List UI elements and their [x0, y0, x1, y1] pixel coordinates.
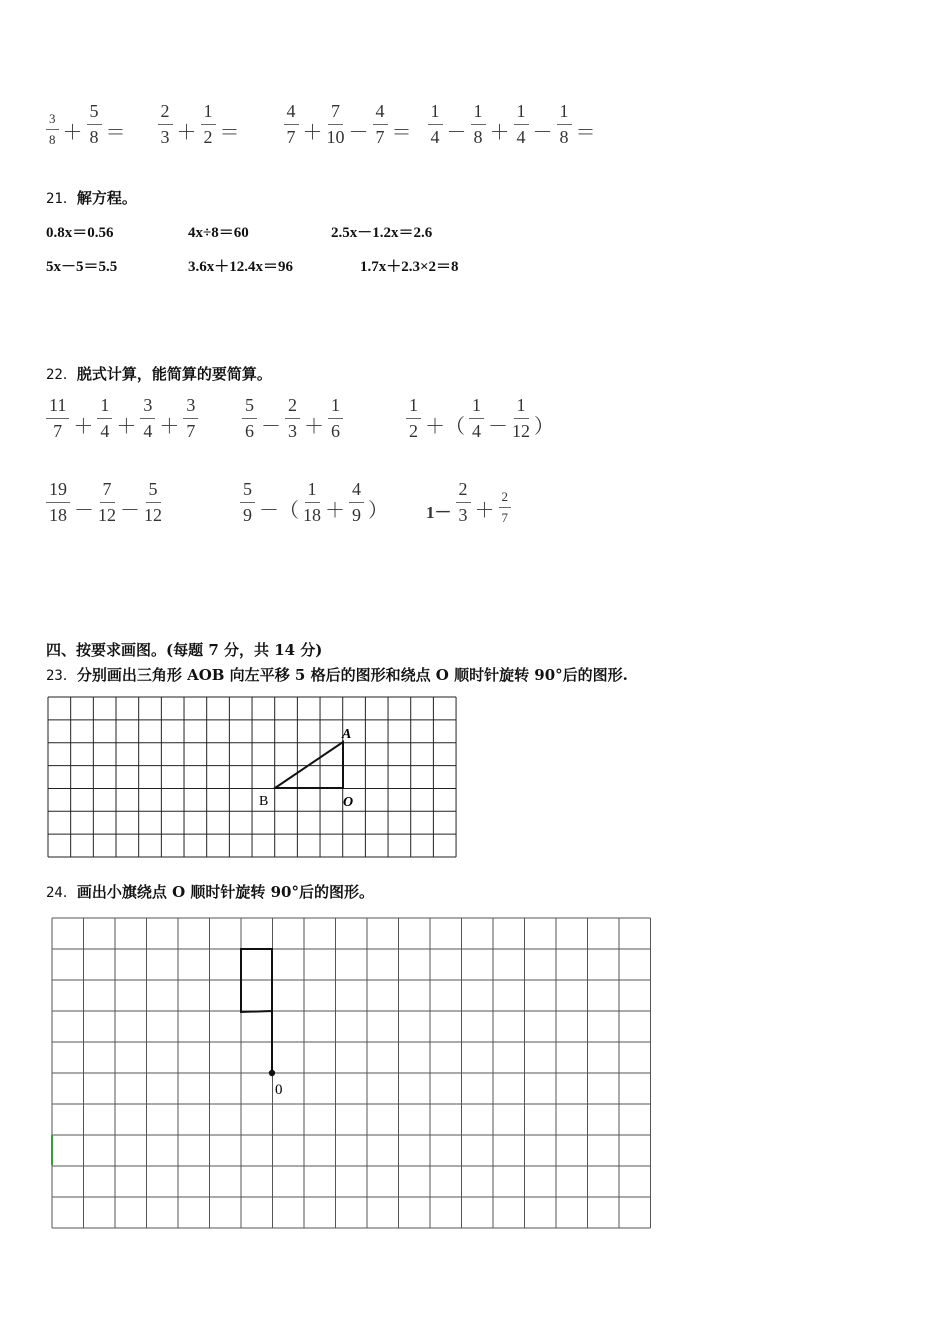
q23-grid [48, 697, 456, 857]
operator: － [261, 416, 281, 438]
operator: ＋ [73, 416, 94, 438]
operator: ＝ [391, 122, 412, 144]
equation: 3.6x＋12.4x＝96 [188, 259, 294, 275]
numerator: 1 [471, 102, 486, 125]
numerator: 5 [146, 480, 161, 503]
denominator: 9 [352, 505, 361, 525]
numerator: 1 [97, 396, 112, 419]
denominator: 3 [458, 505, 468, 525]
numerator: 7 [328, 102, 343, 125]
numerator: 2 [499, 490, 512, 508]
q23-number: 23． [46, 668, 77, 684]
denominator: 12 [98, 505, 116, 525]
operator: ＋ [116, 416, 137, 438]
denominator: 6 [245, 421, 254, 441]
numerator: 2 [456, 480, 471, 503]
q22-number: 22． [46, 367, 77, 383]
denominator: 3 [288, 421, 297, 441]
denominator: 18 [303, 505, 321, 525]
numerator: 1 [514, 396, 529, 419]
flag-shape [241, 949, 272, 1073]
denominator: 4 [143, 421, 153, 441]
denominator: 4 [516, 127, 526, 147]
operator: ＋ [489, 122, 510, 144]
numerator: 1 [557, 102, 572, 125]
denominator: 18 [49, 505, 67, 525]
numerator: 4 [284, 102, 299, 125]
denominator: 10 [326, 127, 345, 147]
operator: － [446, 122, 467, 144]
numerator: 19 [46, 480, 70, 503]
operator: ＋ [62, 122, 83, 144]
operator: ＋ [176, 122, 197, 144]
q24-number: 24． [46, 885, 77, 901]
denominator: 7 [53, 421, 63, 441]
operator: ＋ [474, 500, 495, 522]
operator: － [74, 500, 94, 522]
denominator: 7 [286, 127, 296, 147]
numerator: 4 [373, 102, 388, 125]
numerator: 1 [406, 396, 421, 419]
numerator: 2 [158, 102, 173, 125]
denominator: 7 [186, 421, 196, 441]
q21-title: 解方程。 [76, 189, 137, 207]
q24-grid [52, 918, 651, 1228]
numerator: 11 [46, 396, 69, 419]
numerator: 7 [100, 480, 115, 503]
label-a: A [342, 727, 352, 742]
q24-heading [46, 881, 374, 902]
numerator: 1 [514, 102, 529, 125]
denominator: 8 [473, 127, 483, 147]
numerator: 1 [305, 480, 320, 503]
numerator: 3 [46, 112, 59, 130]
denominator: 6 [331, 421, 340, 441]
denominator: 2 [409, 421, 418, 441]
numerator: 1 [328, 396, 343, 419]
denominator: 8 [559, 127, 569, 147]
label-b: B [259, 794, 269, 809]
numerator: 3 [140, 396, 155, 419]
operator: ＝ [105, 122, 126, 144]
denominator: 9 [243, 505, 252, 525]
triangle-aob [275, 742, 343, 788]
equation: 4x÷8＝60 [188, 225, 249, 241]
denominator: 3 [160, 127, 170, 147]
numerator: 5 [240, 480, 255, 503]
denominator: 8 [89, 127, 99, 147]
operator: ＝ [575, 122, 596, 144]
equation: 1.7x＋2.3×2＝8 [360, 259, 459, 275]
numerator: 1 [469, 396, 484, 419]
equation: 5x－5＝5.5 [46, 259, 118, 275]
numerator: 1 [428, 102, 443, 125]
numerator: 5 [87, 102, 102, 125]
numerator: 3 [183, 396, 198, 419]
numerator: 2 [285, 396, 300, 419]
q24-title: 画出小旗绕点 O 顺时针旋转 90°后的图形。 [76, 883, 374, 901]
operator: ＋ [304, 416, 324, 438]
denominator: 4 [430, 127, 440, 147]
denominator: 7 [501, 510, 508, 525]
label-o: O [343, 795, 354, 810]
denominator: 4 [472, 421, 481, 441]
operator: ＋ [159, 416, 180, 438]
label-0: 0 [275, 1082, 283, 1098]
operator: － [532, 122, 553, 144]
denominator: 7 [375, 127, 385, 147]
denominator: 12 [144, 505, 162, 525]
operator: ＋ [325, 500, 345, 522]
operator: ） [368, 500, 388, 522]
numerator: 5 [242, 396, 257, 419]
denominator: 2 [203, 127, 213, 147]
operator: ＝ [219, 122, 240, 144]
operator: ） [534, 416, 554, 438]
equation: 2.5x－1.2x＝2.6 [331, 225, 433, 241]
numerator: 4 [349, 480, 364, 503]
operator: －（ [259, 500, 299, 522]
section-4-title: 四、按要求画图。(每题 7 分，共 14 分) [46, 641, 323, 659]
operator: ＋ [302, 122, 323, 144]
denominator: 4 [100, 421, 110, 441]
operator: － [120, 500, 140, 522]
q22-title: 脱式计算，能简算的要简算。 [76, 365, 272, 383]
denominator: 8 [49, 132, 56, 147]
equation: 0.8x＝0.56 [46, 225, 114, 241]
q23-title: 分别画出三角形 AOB 向左平移 5 格后的图形和绕点 O 顺时针旋转 90°后的图形. [76, 666, 628, 684]
q21-number: 21． [46, 191, 77, 207]
operator: － [348, 122, 369, 144]
numerator: 1 [201, 102, 216, 125]
denominator: 12 [512, 421, 530, 441]
operator: 1－ [426, 503, 452, 522]
operator: ＋（ [425, 416, 465, 438]
point-o [269, 1070, 275, 1076]
operator: － [488, 416, 508, 438]
